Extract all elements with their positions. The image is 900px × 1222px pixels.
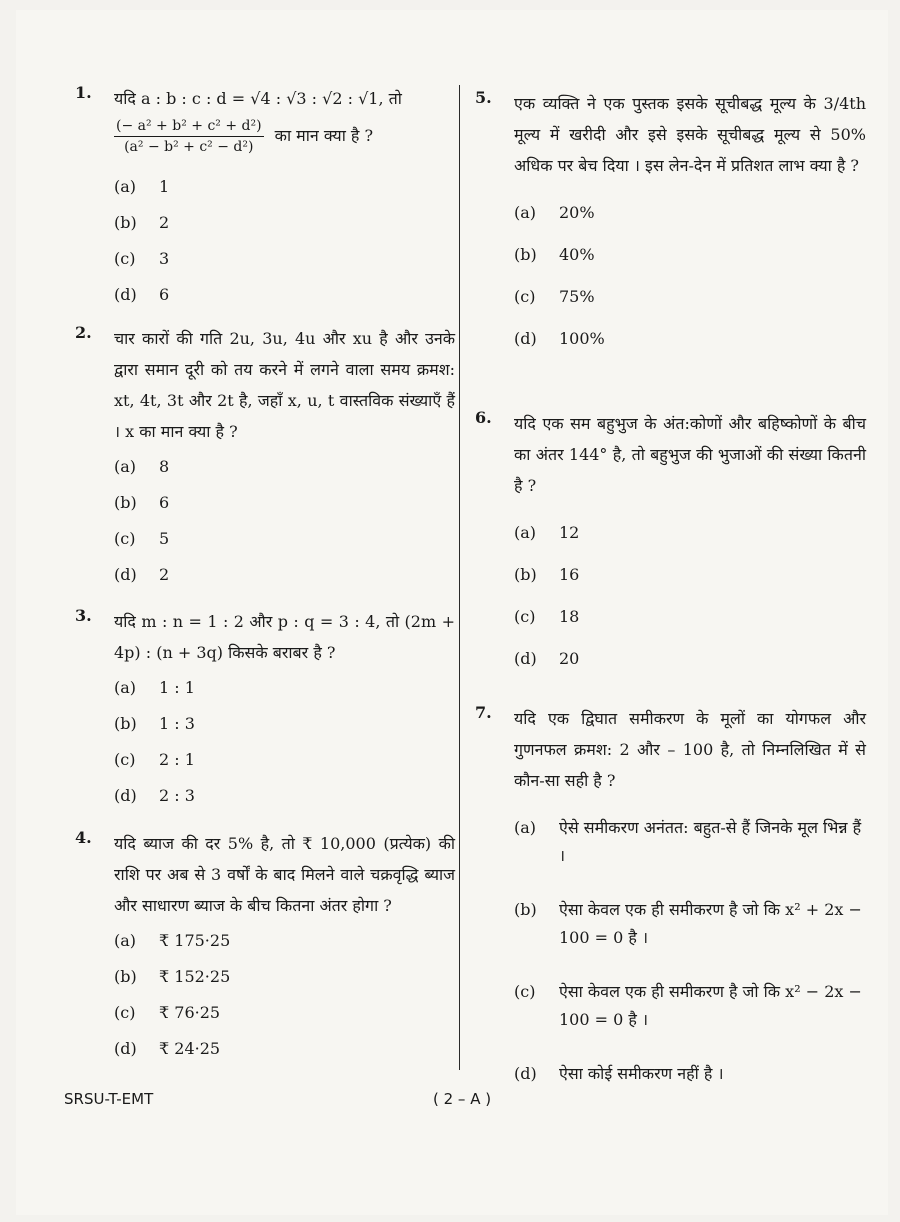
question-text: यदि m : n = 1 : 2 और p : q = 3 : 4, तो (2m + 4p) : (n + 3q) किसके बराबर है ? <box>114 612 455 662</box>
option-text: 2 : 1 <box>159 750 195 769</box>
option-text: 1 : 1 <box>159 678 195 697</box>
option-c[interactable] <box>514 603 866 645</box>
question-1 <box>70 83 455 323</box>
question-number: 5. <box>475 88 492 107</box>
option-text: 2 <box>159 213 170 232</box>
question-stem: यदि a : b : c : d = √4 : √3 : √2 : √1, तो <box>114 89 402 108</box>
option-label: (d) <box>114 1039 137 1058</box>
option-a[interactable] <box>114 173 455 209</box>
option-text: 8 <box>159 457 170 476</box>
option-d[interactable] <box>514 645 866 687</box>
option-label: (b) <box>114 967 137 986</box>
option-d[interactable] <box>114 1035 455 1071</box>
option-a[interactable] <box>514 199 866 241</box>
options-list <box>514 814 866 1100</box>
option-c[interactable] <box>114 525 455 561</box>
option-b[interactable] <box>114 710 455 746</box>
option-label: (a) <box>114 177 137 196</box>
option-d[interactable] <box>514 1060 866 1100</box>
option-label: (c) <box>514 607 536 626</box>
option-d[interactable] <box>114 782 455 818</box>
option-b[interactable] <box>114 209 455 245</box>
option-text: 18 <box>559 607 580 626</box>
option-label: (c) <box>114 529 136 548</box>
fraction <box>114 116 264 157</box>
question-number: 3. <box>75 606 92 625</box>
question-2 <box>70 323 455 606</box>
right-column <box>470 88 866 1100</box>
option-c[interactable] <box>514 978 866 1060</box>
question-4 <box>70 828 455 1071</box>
fraction-denominator: (a² − b² + c² − d²) <box>124 139 254 155</box>
option-label: (d) <box>114 565 137 584</box>
option-text: 12 <box>559 523 580 542</box>
option-d[interactable] <box>514 325 866 367</box>
option-d[interactable] <box>114 281 455 317</box>
option-text: 2 : 3 <box>159 786 195 805</box>
question-number: 6. <box>475 408 492 427</box>
option-c[interactable] <box>114 999 455 1035</box>
option-text: ऐसा केवल एक ही समीकरण है जो कि x² + 2x − 100 = 0 है । <box>559 900 862 947</box>
option-label: (d) <box>114 285 137 304</box>
option-a[interactable] <box>114 453 455 489</box>
option-label: (c) <box>514 287 536 306</box>
option-label: (a) <box>114 678 137 697</box>
option-label: (c) <box>114 750 136 769</box>
option-label: (d) <box>114 786 137 805</box>
option-label: (a) <box>514 818 537 837</box>
option-a[interactable] <box>514 519 866 561</box>
question-number: 2. <box>75 323 92 342</box>
option-label: (a) <box>114 457 137 476</box>
option-label: (a) <box>514 523 537 542</box>
question-7 <box>470 703 866 1100</box>
option-text: 20 <box>559 649 580 668</box>
option-d[interactable] <box>114 561 455 597</box>
question-number: 1. <box>75 83 92 102</box>
question-5 <box>470 88 866 408</box>
option-label: (c) <box>114 1003 136 1022</box>
option-c[interactable] <box>514 283 866 325</box>
option-label: (b) <box>114 493 137 512</box>
option-b[interactable] <box>514 561 866 603</box>
page-number: ( 2 – A ) <box>433 1090 492 1108</box>
option-a[interactable] <box>114 927 455 963</box>
option-label: (a) <box>114 931 137 950</box>
option-b[interactable] <box>114 489 455 525</box>
option-label: (d) <box>514 1064 537 1083</box>
option-c[interactable] <box>114 746 455 782</box>
options-list <box>114 927 455 1071</box>
option-text: 1 <box>159 177 170 196</box>
paper-code: SRSU-T-EMT <box>64 1090 154 1108</box>
option-label: (d) <box>514 329 537 348</box>
option-label: (b) <box>114 213 137 232</box>
option-text: ₹ 76·25 <box>159 1003 221 1022</box>
options-list <box>114 173 455 317</box>
question-number: 4. <box>75 828 92 847</box>
question-3 <box>70 606 455 828</box>
option-a[interactable] <box>514 814 866 896</box>
column-divider <box>459 85 460 1070</box>
options-list <box>114 674 455 818</box>
option-text: 16 <box>559 565 580 584</box>
option-text: 5 <box>159 529 170 548</box>
option-text: 3 <box>159 249 170 268</box>
option-text: ₹ 24·25 <box>159 1039 221 1058</box>
option-label: (a) <box>514 203 537 222</box>
option-a[interactable] <box>114 674 455 710</box>
question-6 <box>470 408 866 703</box>
question-tail: का मान क्या है ? <box>274 126 374 145</box>
option-text: 75% <box>559 287 595 306</box>
fraction-numerator: (− a² + b² + c² + d²) <box>114 116 264 137</box>
option-text: ₹ 175·25 <box>159 931 231 950</box>
option-b[interactable] <box>114 963 455 999</box>
option-label: (b) <box>514 900 537 919</box>
option-label: (b) <box>514 565 537 584</box>
option-text: 100% <box>559 329 605 348</box>
option-b[interactable] <box>514 241 866 283</box>
option-text: 20% <box>559 203 595 222</box>
question-text: यदि एक सम बहुभुज के अंत:कोणों और बहिष्कोणों के बीच का अंतर 144° है, तो बहुभुज की भुजाओं की संख्या कितनी है ? <box>514 414 866 495</box>
question-text: चार कारों की गति 2u, 3u, 4u और xu है और उनके द्वारा समान दूरी को तय करने में लगने वाला समय क्रमश: xt, 4t, 3t और 2t है, जहाँ x, u, t वास्तविक संख्याएँ हैं । x का मान क्या है ? <box>114 329 455 441</box>
question-text: यदि एक द्विघात समीकरण के मूलों का योगफल और गुणनफल क्रमश: 2 और – 100 है, तो निम्नलिखित में से कौन-सा सही है ? <box>514 709 866 790</box>
option-label: (c) <box>114 249 136 268</box>
option-text: 40% <box>559 245 595 264</box>
option-text: ₹ 152·25 <box>159 967 231 986</box>
option-label: (d) <box>514 649 537 668</box>
option-text: ऐसा केवल एक ही समीकरण है जो कि x² − 2x − 100 = 0 है । <box>559 982 862 1029</box>
left-column <box>70 83 455 1071</box>
options-list <box>514 199 866 367</box>
option-text: ऐसे समीकरण अनंतत: बहुत-से हैं जिनके मूल भिन्न हैं । <box>559 818 862 865</box>
option-label: (b) <box>114 714 137 733</box>
question-number: 7. <box>475 703 492 722</box>
options-list <box>514 519 866 687</box>
question-text <box>114 83 455 157</box>
option-text: 2 <box>159 565 170 584</box>
option-label: (b) <box>514 245 537 264</box>
option-b[interactable] <box>514 896 866 978</box>
option-text: 6 <box>159 285 170 304</box>
question-text: एक व्यक्ति ने एक पुस्तक इसके सूचीबद्ध मूल्य के 3/4th मूल्य में खरीदी और इसे इसके सूचीबद्ध मूल्य से 50% अधिक पर बेच दिया । इस लेन-देन में प्रतिशत लाभ क्या है ? <box>514 94 866 175</box>
option-text: ऐसा कोई समीकरण नहीं है । <box>559 1064 724 1083</box>
option-text: 1 : 3 <box>159 714 195 733</box>
question-text: यदि ब्याज की दर 5% है, तो ₹ 10,000 (प्रत्येक) की राशि पर अब से 3 वर्षों के बाद मिलने वाले चक्रवृद्धि ब्याज और साधारण ब्याज के बीच कितना अंतर होगा ? <box>114 834 455 915</box>
option-c[interactable] <box>114 245 455 281</box>
option-label: (c) <box>514 982 536 1001</box>
options-list <box>114 453 455 597</box>
option-text: 6 <box>159 493 170 512</box>
